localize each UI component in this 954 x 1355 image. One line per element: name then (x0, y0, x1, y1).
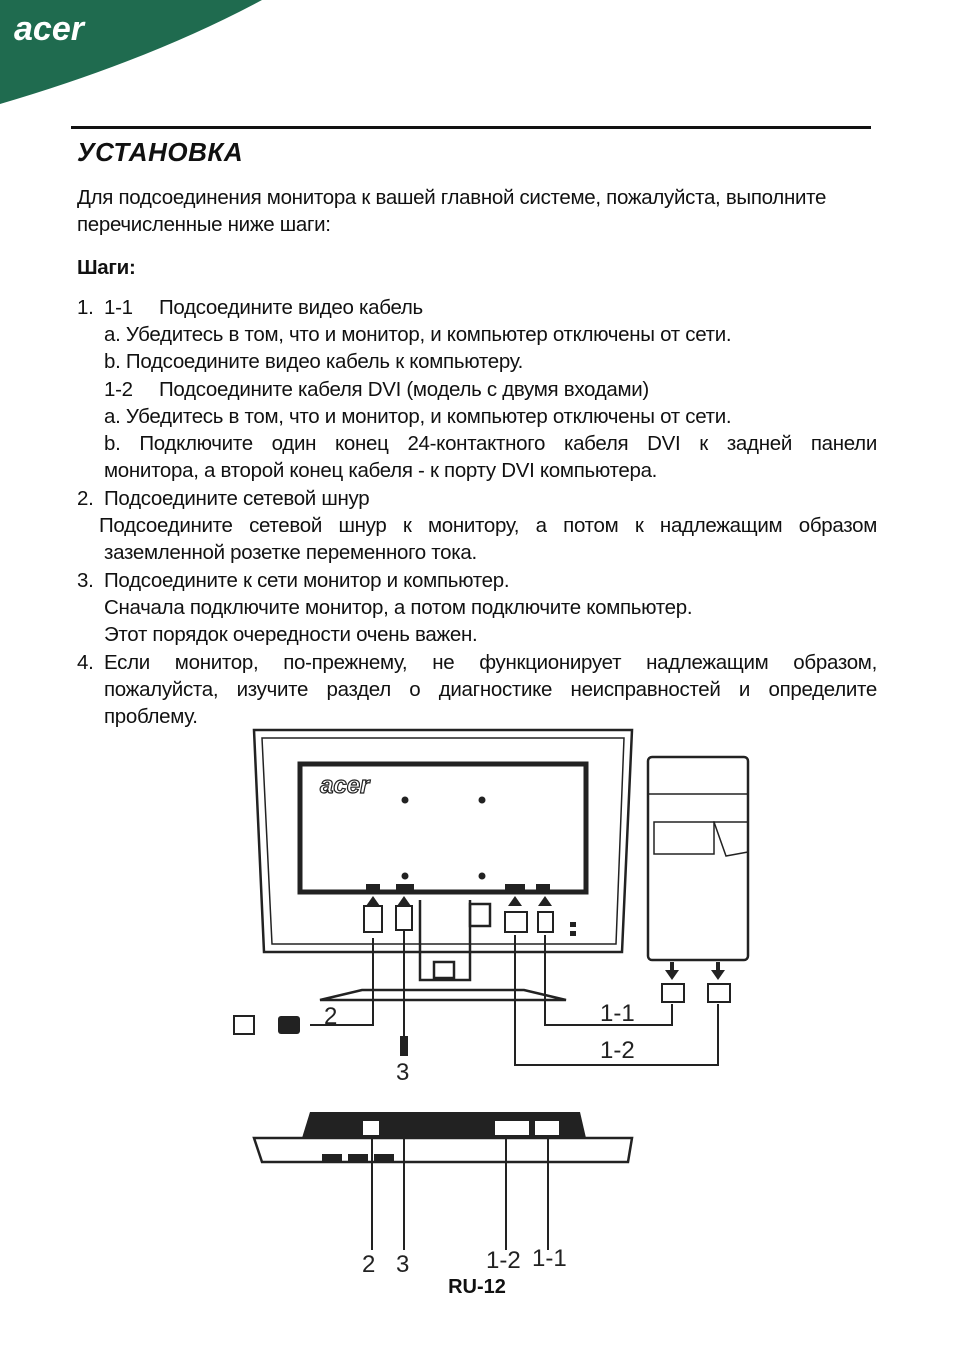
dvi-connector-icon (505, 912, 527, 932)
label-dvi: 1-2 (600, 1037, 635, 1064)
header-rule (71, 126, 871, 129)
step-1-number: 1. (77, 296, 94, 319)
step-2-text-line2: заземленной розетке переменного тока. (104, 541, 477, 564)
bottom-label-power: 2 (362, 1251, 376, 1278)
audio-connector-icon (396, 906, 412, 930)
step-1-1-title: Подсоедините видео кабель (159, 296, 423, 319)
pc-tower (648, 757, 748, 960)
bottom-label-dvi: 1-2 (486, 1247, 521, 1274)
bottom-power-port (362, 1120, 380, 1136)
step-3-text-line1: Сначала подключите монитор, а потом подключите компьютер. (104, 596, 693, 619)
step-2-text-line1: Подсоедините сетевой шнур к монитору, а потом к надлежащим образом (99, 514, 877, 537)
bottom-label-audio: 3 (396, 1251, 410, 1278)
step-4-number: 4. (77, 651, 94, 674)
monitor-stand-neck (420, 900, 470, 980)
step-1-2-a: a. Убедитесь в том, что и монитор, и компьютер отключены от сети. (104, 405, 732, 428)
pc-vga-port-icon (662, 984, 684, 1002)
label-audio: 3 (396, 1059, 410, 1086)
header-band (0, 0, 954, 130)
monitor-bottom-bezel (254, 1138, 632, 1162)
step-4-text-line3: проблему. (104, 705, 198, 728)
step-4-text-line2: пожалуйста, изучите раздел о диагностике неисправностей и определите (104, 678, 877, 701)
label-power: 2 (324, 1003, 338, 1030)
stand-lock (434, 962, 454, 978)
step-2-number: 2. (77, 487, 94, 510)
vga-connector-icon (538, 912, 553, 932)
step-3-text-line2: Этот порядок очередности очень важен. (104, 623, 478, 646)
monitor-base (320, 990, 566, 1000)
step-1-2-b-line2: монитора, а второй конец кабеля - к порту DVI компьютера. (104, 459, 658, 482)
page-number: RU-12 (448, 1276, 506, 1298)
pc-drive-bay (654, 822, 714, 854)
step-1-2-title: Подсоедините кабеля DVI (модель с двумя входами) (159, 378, 649, 401)
bottom-dvi-port (494, 1120, 530, 1136)
connection-diagram (220, 722, 760, 1282)
step-3-number: 3. (77, 569, 94, 592)
wall-outlet-icon (234, 1016, 254, 1034)
step-1-1-a: a. Убедитесь в том, что и монитор, и компьютер отключены от сети. (104, 323, 732, 346)
intro-paragraph: Для подсоединения монитора к вашей главной системе, пожалуйста, выполните перечисленные ниже шаги: (77, 186, 827, 236)
pc-dvi-port-icon (708, 984, 730, 1002)
power-connector-icon (364, 906, 382, 932)
step-1-2-code: 1-2 (104, 378, 133, 401)
monitor-acer-logo: acer (320, 772, 370, 799)
steps-heading: Шаги: (77, 256, 136, 279)
step-1-2-b-line1: b. Подключите один конец 24-контактного кабеля DVI к задней панели (104, 432, 877, 455)
acer-logo: acer (14, 10, 84, 48)
page-title: УСТАНОВКА (77, 137, 244, 167)
label-vga: 1-1 (600, 1000, 635, 1027)
bottom-label-vga: 1-1 (532, 1245, 567, 1272)
step-3-title: Подсоедините к сети монитор и компьютер. (104, 569, 510, 592)
monitor-back-inner (262, 738, 624, 944)
step-1-1-b: b. Подсоедините видео кабель к компьютеру. (104, 350, 523, 373)
bottom-vga-port (534, 1120, 560, 1136)
step-2-title: Подсоедините сетевой шнур (104, 487, 370, 510)
step-1-1-code: 1-1 (104, 296, 133, 319)
step-4-text-line1: Если монитор, по-прежнему, не функционирует надлежащим образом, (104, 651, 877, 674)
stand-clip (470, 904, 490, 926)
